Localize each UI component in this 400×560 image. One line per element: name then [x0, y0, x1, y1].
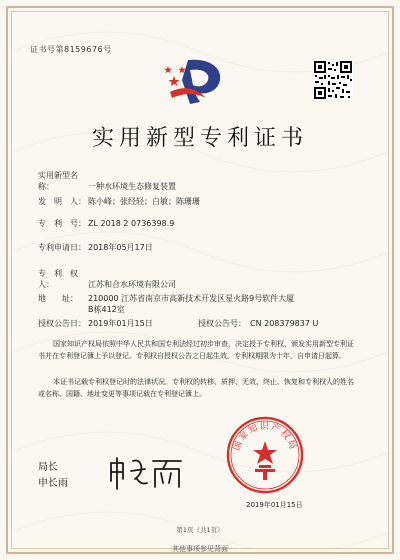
field-value: 2018年05月17日 [88, 243, 153, 252]
certificate-title: 实用新型专利证书 [91, 126, 308, 151]
field-label: 授权公告日： [38, 319, 86, 328]
field-value: 江苏和合水环境有限公司 [88, 280, 176, 289]
field-value: 一种水环境生态修复装置 [88, 182, 176, 191]
back-note: 其他事项参见背面 [172, 545, 228, 553]
field-label: 专 利 权 人： [38, 269, 86, 289]
field-label: 发 明 人： [38, 197, 86, 206]
certificate-number: 证书号第8159676号 [30, 45, 112, 54]
signature-block [38, 460, 68, 492]
field-utility-model-name [38, 170, 176, 192]
body-paragraph-1: 国家知识产权局依照中华人民共和国专利法经过初步审查，决定授予专利权，颁发实用新型专利证书并在专利登记簿上予以登记。专利权自授权公告之日起生效。专利权期限为十年，自申请日起算。 [38, 340, 354, 360]
field-label: 专利申请日： [38, 243, 86, 252]
field-label: 专 利 号： [38, 219, 86, 228]
signatory-name: 申长雨 [38, 478, 68, 489]
field-patentee [38, 268, 176, 290]
official-seal-icon [225, 415, 305, 495]
handwritten-signature-icon [105, 455, 185, 491]
issue-date: 2019年01月15日 [246, 501, 303, 509]
field-application-date [38, 242, 153, 253]
field-grant-announcement [38, 318, 318, 329]
field-value: 陈小峰；张经轻；白敏；陈珊珊 [88, 197, 200, 206]
signatory-title: 局长 [38, 462, 58, 473]
address-line-1: 210000 江苏省南京市高新技术开发区星火路9号软件大厦 [88, 294, 295, 303]
qr-code-icon [313, 60, 353, 100]
field-patent-number [38, 218, 174, 229]
field-value: ZL 2018 2 0736398.9 [88, 219, 175, 228]
field-inventors [38, 196, 200, 207]
field-value: 2019年01月15日 [88, 319, 153, 328]
seal-text: 国家知识产权局 [232, 422, 298, 453]
field-label-2: 授权公告号： [198, 319, 246, 328]
cnipa-logo-icon [160, 52, 230, 110]
field-address [38, 293, 338, 315]
page-number: 第1页（共1页） [176, 526, 224, 534]
field-value-2: CN 208379837 U [250, 319, 319, 328]
field-label: 实用新型名称： [38, 171, 78, 191]
field-label: 地 址： [38, 294, 78, 303]
body-paragraph-2: 本证书记载专利权登记时的法律状况。专利权的转移、质押、无效、终止、恢复和专利权人的姓名或名称、国籍、地址变更等事项记载在专利登记簿上。 [38, 378, 354, 398]
address-line-2: B栋412室 [88, 305, 125, 314]
